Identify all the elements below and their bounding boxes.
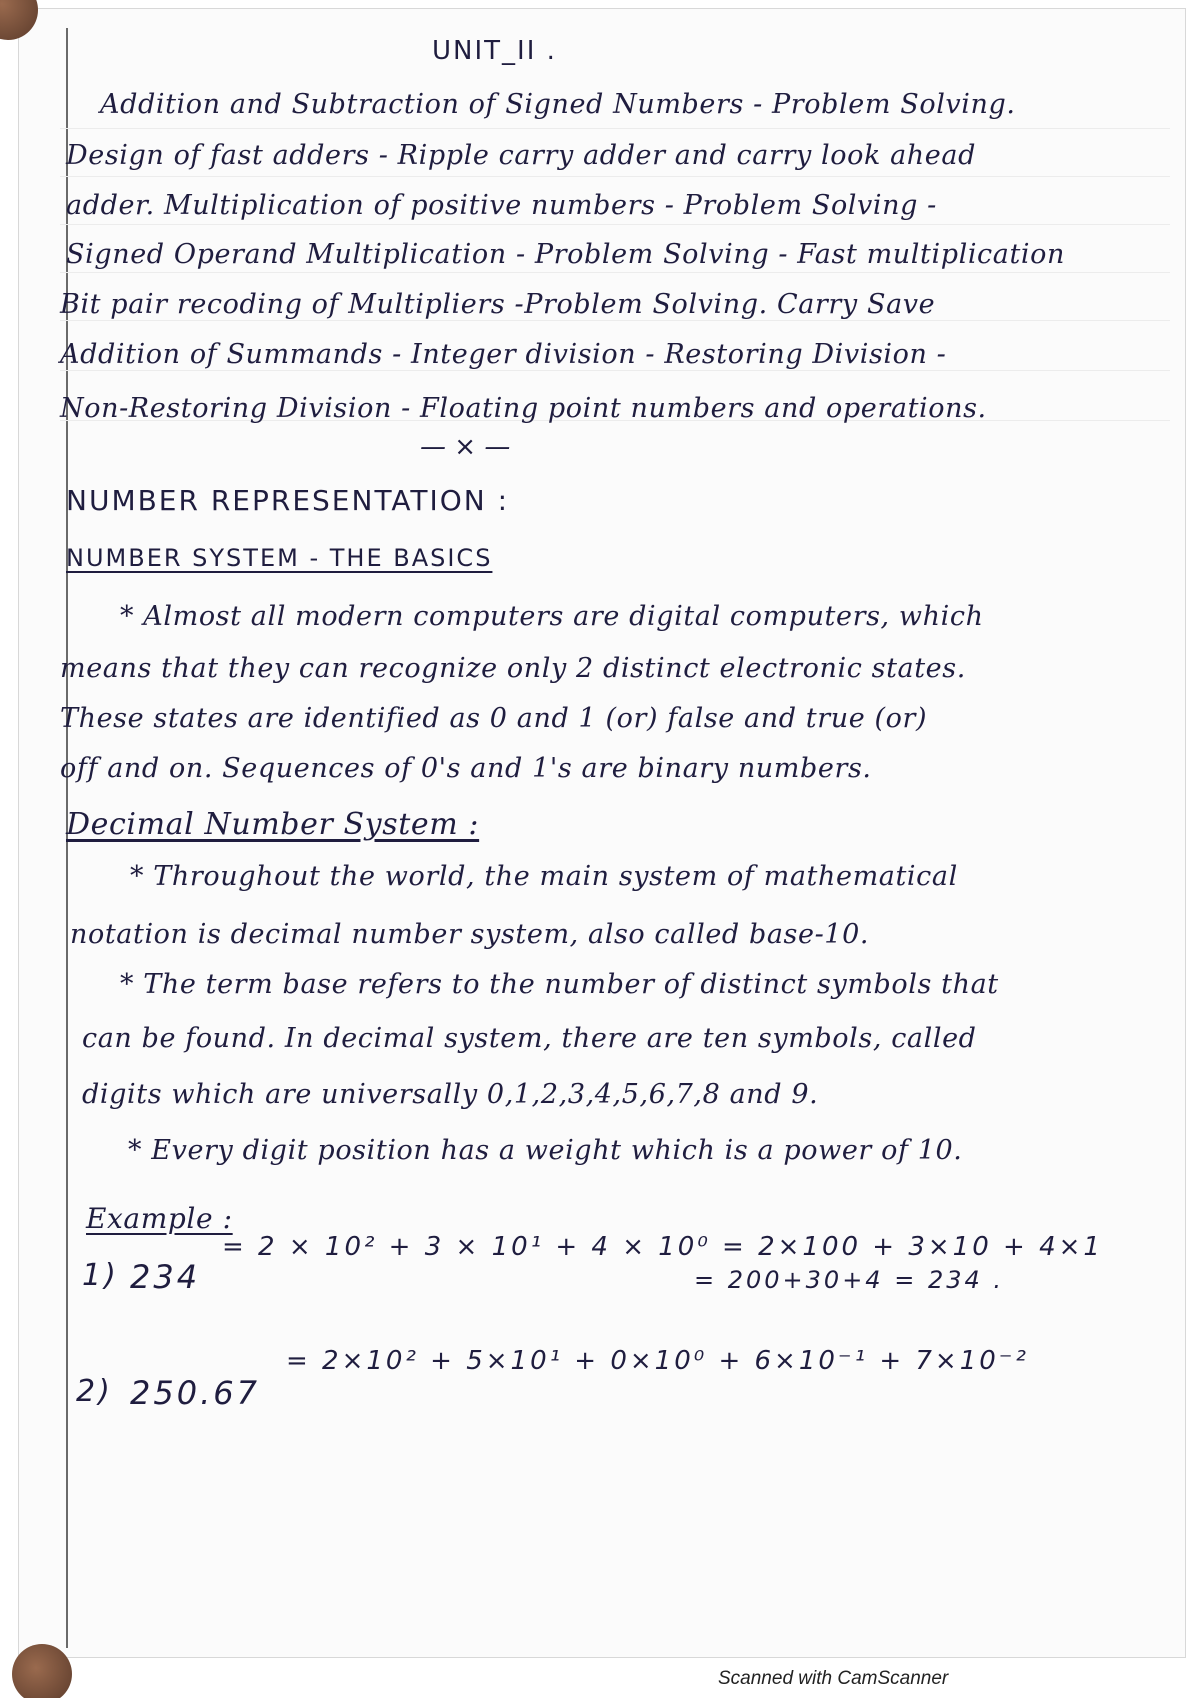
paragraph-line: * Almost all modern computers are digital computers, which (120, 601, 984, 632)
example-expansion: = 2 × 10² + 3 × 10¹ + 4 × 10⁰ = 2×100 + 3×10 + 4×1 (222, 1232, 1103, 1262)
example-expansion: = 2×10² + 5×10¹ + 0×10⁰ + 6×10⁻¹ + 7×10⁻² (286, 1346, 1029, 1376)
paragraph-line: * The term base refers to the number of distinct symbols that (120, 969, 999, 1000)
syllabus-line: Addition and Subtraction of Signed Numbers - Problem Solving. (100, 89, 1016, 120)
syllabus-line: Bit pair recoding of Multipliers -Problem Solving. Carry Save (60, 289, 936, 320)
section-separator: — × — (420, 432, 511, 462)
syllabus-line: Signed Operand Multiplication - Problem Solving - Fast multiplication (66, 239, 1066, 270)
ruled-line (60, 224, 1170, 225)
paragraph-line: * Every digit position has a weight which is a power of 10. (128, 1135, 963, 1166)
section-heading: NUMBER REPRESENTATION : (66, 484, 510, 517)
paragraph-line: can be found. In decimal system, there are ten symbols, called (82, 1023, 977, 1054)
binder-corner-bottom (12, 1644, 72, 1698)
paragraph-line: notation is decimal number system, also called base-10. (70, 919, 870, 950)
ruled-line (60, 176, 1170, 177)
example-lhs: 234 (130, 1258, 201, 1296)
example-number: 1) (82, 1258, 119, 1293)
example-result: = 200+30+4 = 234 . (694, 1266, 1005, 1294)
paragraph-line: means that they can recognize only 2 distinct electronic states. (60, 653, 966, 684)
paragraph-line: * Throughout the world, the main system of mathematical (130, 861, 958, 892)
ruled-line (60, 272, 1170, 273)
syllabus-line: Addition of Summands - Integer division - Restoring Division - (60, 339, 947, 370)
camscanner-watermark: Scanned with CamScanner (718, 1668, 949, 1689)
example-lhs: 250.67 (130, 1374, 260, 1412)
example-number: 2) (76, 1374, 113, 1409)
paragraph-line: These states are identified as 0 and 1 (or) false and true (or) (60, 703, 928, 734)
paragraph-line: digits which are universally 0,1,2,3,4,5,6,7,8 and 9. (82, 1079, 819, 1110)
decimal-heading: Decimal Number System : (66, 807, 480, 842)
syllabus-line: Non-Restoring Division - Floating point numbers and operations. (60, 393, 987, 424)
ruled-line (60, 128, 1170, 129)
example-label: Example : (86, 1202, 233, 1235)
syllabus-line: Design of fast adders - Ripple carry adder and carry look ahead (66, 140, 976, 171)
syllabus-line: adder. Multiplication of positive numbers - Problem Solving - (66, 190, 937, 221)
subsection-heading: NUMBER SYSTEM - THE BASICS (66, 544, 493, 572)
paragraph-line: off and on. Sequences of 0's and 1's are binary numbers. (60, 753, 872, 784)
unit-title: UNIT_II . (432, 36, 557, 66)
